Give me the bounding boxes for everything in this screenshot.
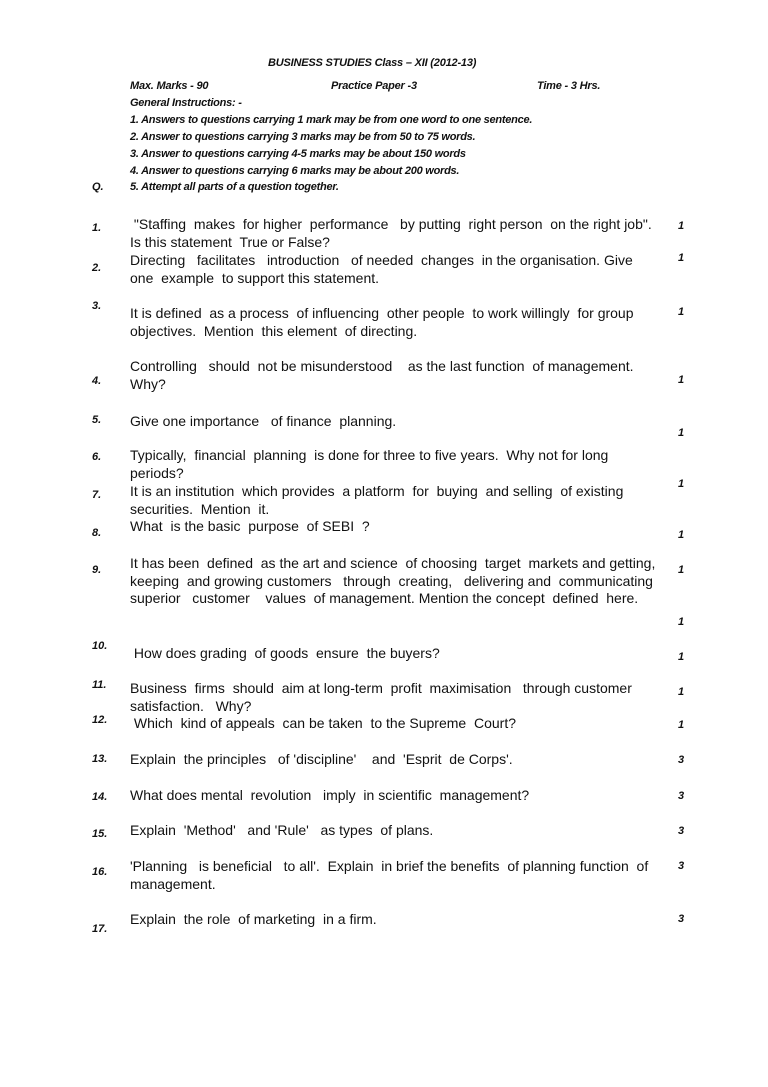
instruction-item: 3. Answer to questions carrying 4-5 marks may be about 150 words [130, 148, 466, 160]
question-number: 15. [92, 828, 108, 840]
question-text: It is an institution which provides a platform for buying and selling of existing securities. Mention it. [130, 483, 632, 517]
question-text: It is defined as a process of influencing other people to work willingly for group objectives. Mention this element of directing. [130, 305, 642, 339]
instruction-item: 5. Attempt all parts of a question together. [130, 181, 339, 193]
question-number: 1. [92, 222, 102, 234]
question-text: Controlling should not be misunderstood as the last function of management. Why? [130, 358, 646, 392]
practice-paper-label: Practice Paper -3 [331, 80, 417, 92]
question-text: 'Planning is beneficial to all'. Explain in brief the benefits of planning function of management. [130, 858, 653, 892]
question-number: 2. [92, 262, 102, 274]
instruction-item: 1. Answers to questions carrying 1 mark may be from one word to one sentence. [130, 114, 533, 126]
question-text: Directing facilitates introduction of needed changes in the organisation. Give one example to support this statement. [130, 252, 641, 286]
question-number: 10. [92, 640, 108, 652]
question-text: "Staffing makes for higher performance by putting right person on the right job". Is this statement True or False? [130, 216, 660, 250]
question-number: 14. [92, 791, 108, 803]
question-text: Explain 'Method' and 'Rule' as types of plans. [130, 822, 434, 838]
question-number: 12. [92, 714, 108, 726]
question-marks: 3 [678, 860, 685, 872]
question-marks: 3 [678, 790, 685, 802]
question-marks: 1 [678, 529, 685, 541]
question-marks: 3 [678, 913, 685, 925]
time-allowed: Time - 3 Hrs. [537, 80, 601, 92]
question-text: Explain the principles of 'discipline' and 'Esprit de Corps'. [130, 751, 513, 767]
max-marks: Max. Marks - 90 [130, 80, 209, 92]
question-number: 5. [92, 414, 102, 426]
question-marks: 1 [678, 719, 685, 731]
question-marks: 1 [678, 252, 685, 264]
question-marks: 1 [678, 374, 685, 386]
question-text: How does grading of goods ensure the buyers? [130, 645, 440, 661]
question-text: Explain the role of marketing in a firm. [130, 911, 377, 927]
question-number: 11. [92, 679, 107, 691]
question-number: 6. [92, 451, 102, 463]
question-text: It has been defined as the art and science of choosing target markets and getting, keeping and growing customers through creating, delivering and communicating superior customer values of management. Mention the concept defined here. [130, 555, 669, 606]
instructions-heading: General Instructions: - [130, 97, 242, 109]
question-marks: 1 [678, 616, 685, 628]
question-marks: 3 [678, 825, 685, 837]
question-number: 13. [92, 753, 108, 765]
question-text: What does mental revolution imply in scientific management? [130, 787, 530, 803]
instruction-item: 4. Answer to questions carrying 6 marks may be about 200 words. [130, 165, 460, 177]
question-marks: 1 [678, 220, 685, 232]
question-number: 3. [92, 300, 102, 312]
question-number: 7. [92, 489, 102, 501]
question-marks: 1 [678, 478, 685, 490]
question-marks: 1 [678, 686, 685, 698]
question-text: Give one importance of finance planning. [130, 413, 397, 429]
question-marks: 3 [678, 754, 685, 766]
question-marks: 1 [678, 564, 685, 576]
question-text: Business firms should aim at long-term profit maximisation through customer satisfaction. Why? [130, 680, 640, 714]
question-column-label: Q. [92, 181, 104, 193]
question-text: Typically, financial planning is done for three to five years. Why not for long periods? [130, 447, 613, 481]
question-marks: 1 [678, 427, 685, 439]
question-number: 4. [92, 375, 102, 387]
question-marks: 1 [678, 651, 685, 663]
question-number: 8. [92, 527, 102, 539]
question-text: Which kind of appeals can be taken to the Supreme Court? [130, 715, 516, 731]
question-number: 9. [92, 564, 102, 576]
question-number: 16. [92, 866, 108, 878]
question-number: 17. [92, 923, 108, 935]
question-text: What is the basic purpose of SEBI ? [130, 518, 370, 534]
instruction-item: 2. Answer to questions carrying 3 marks may be from 50 to 75 words. [130, 131, 476, 143]
question-marks: 1 [678, 306, 685, 318]
paper-title: BUSINESS STUDIES Class – XII (2012-13) [268, 57, 477, 69]
